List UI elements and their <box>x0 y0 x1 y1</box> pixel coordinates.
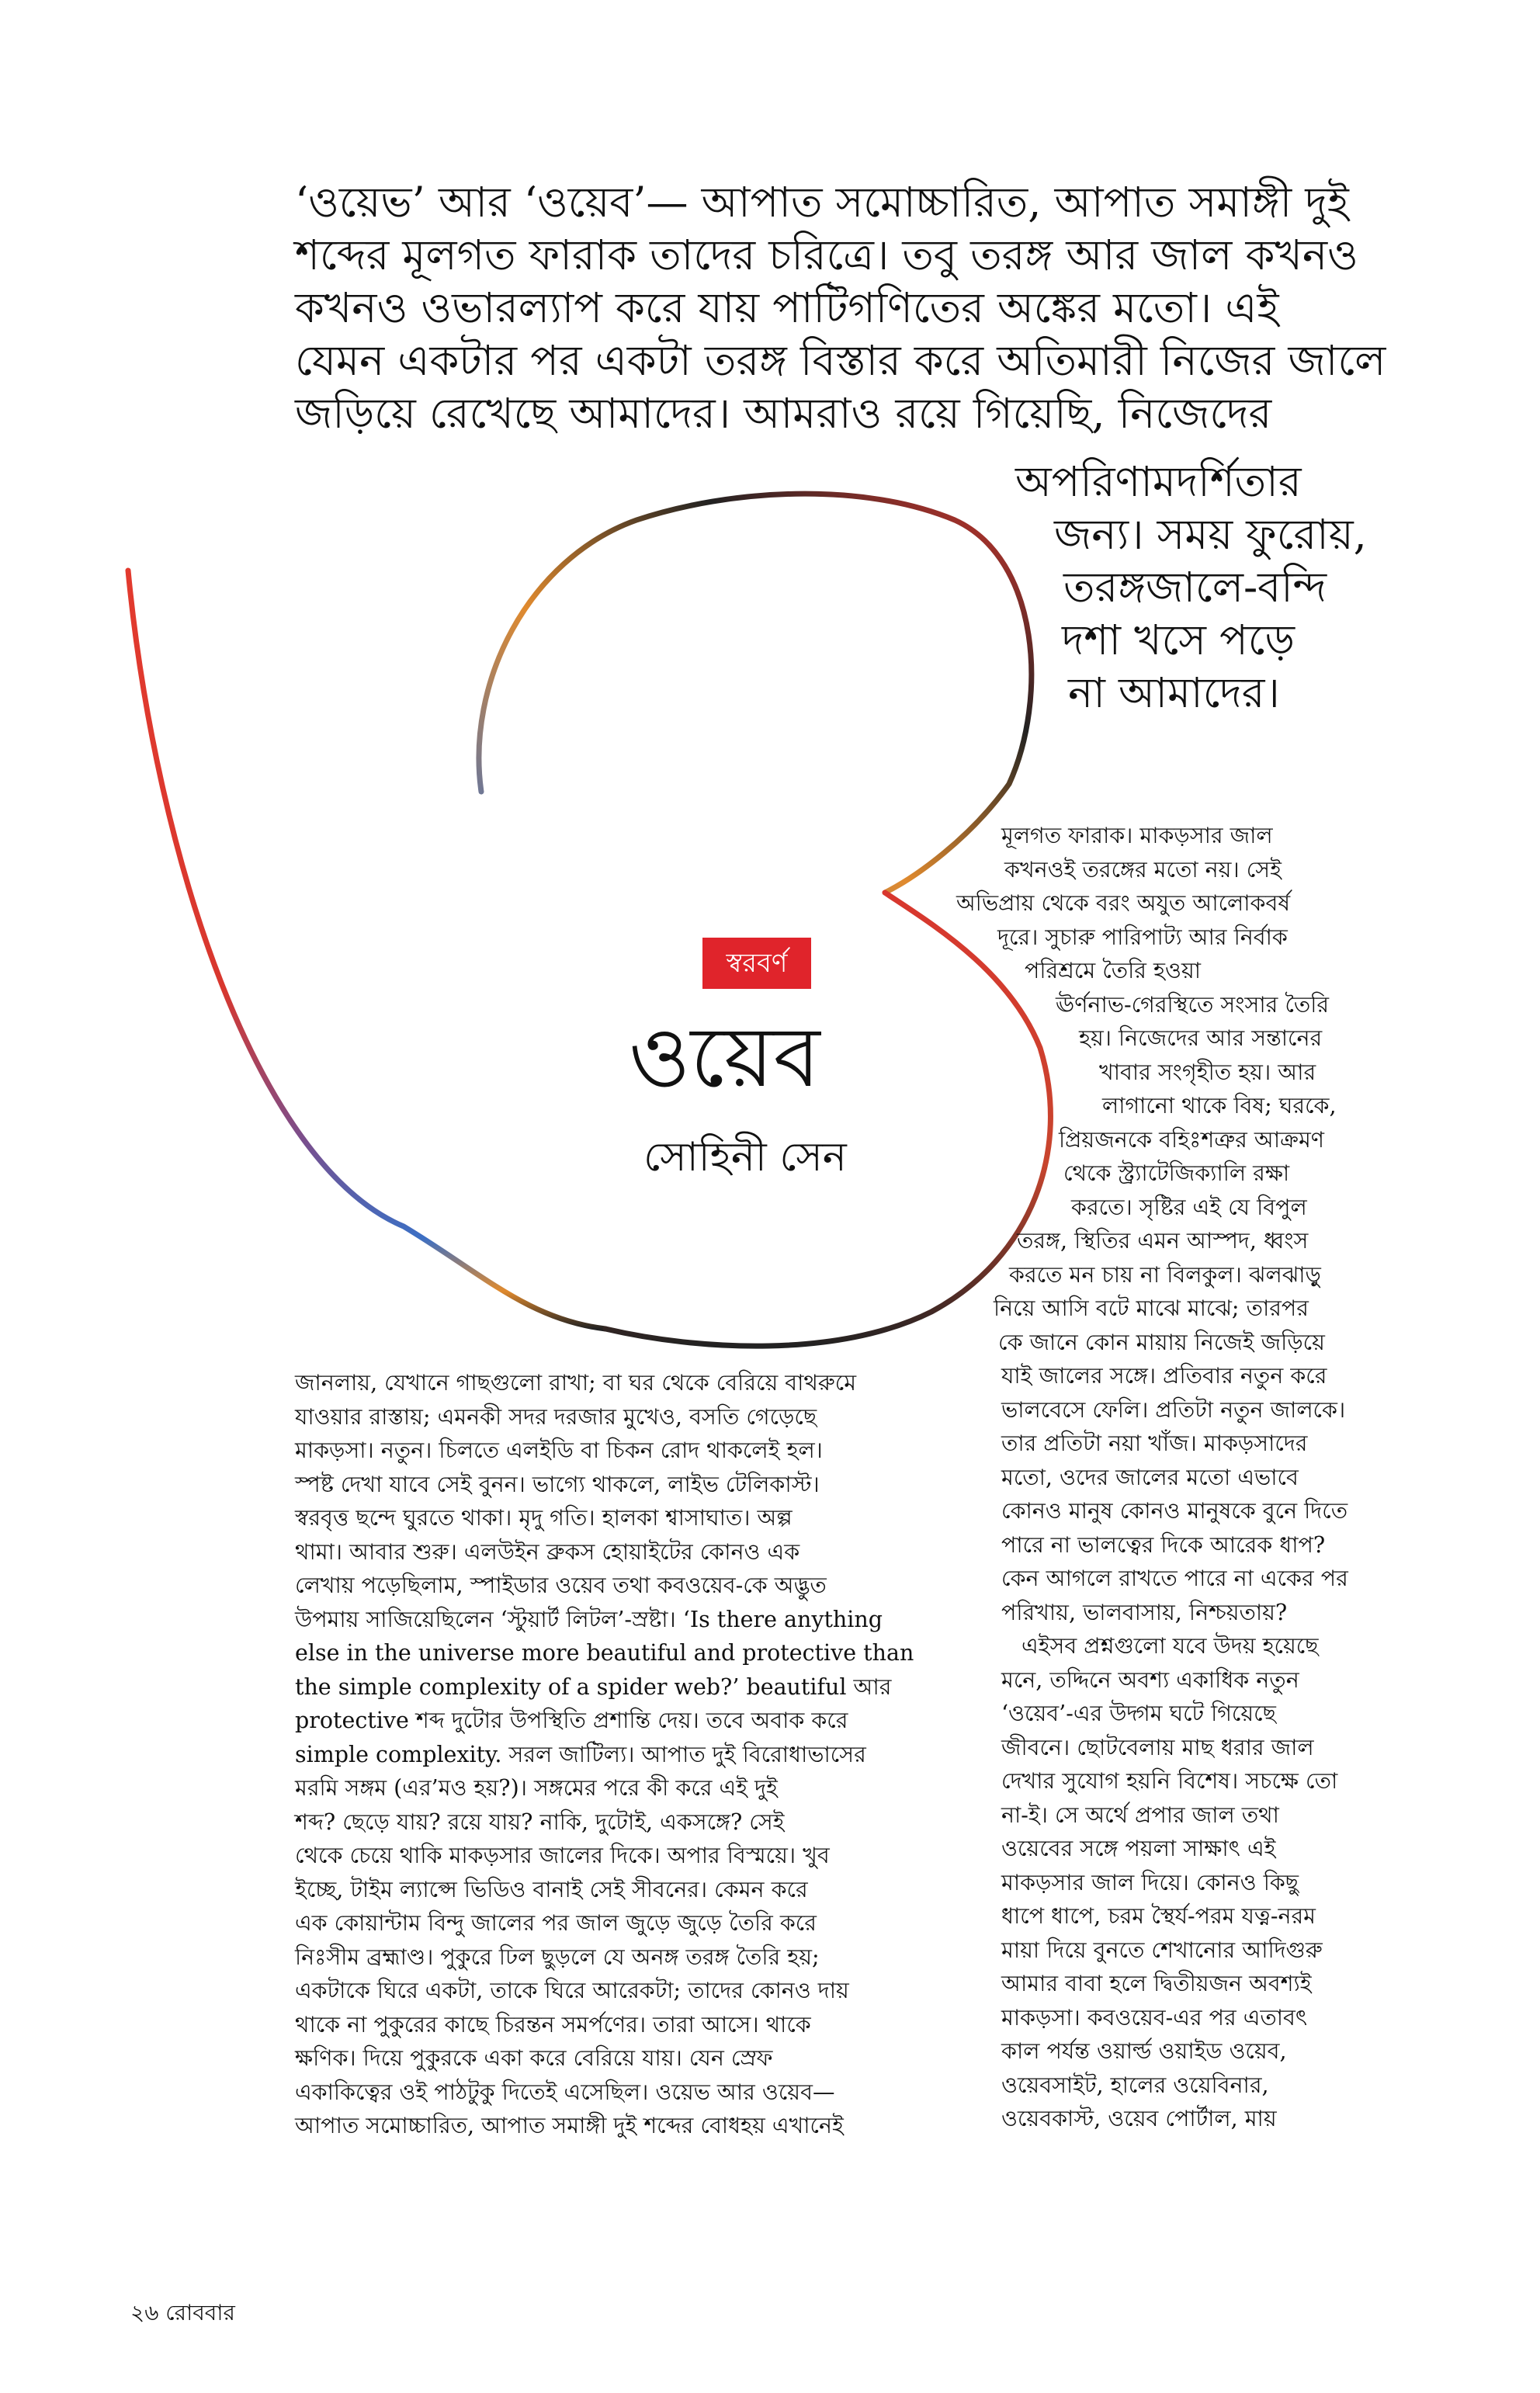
body-column-left <box>295 1366 978 2143</box>
body-line: কোনও মানুষ কোনও মানুষকে বুনে দিতে <box>1001 1498 1348 1524</box>
body-line: তরঙ্গ, স্থিতির এমন আস্পদ, ধ্বংস <box>1017 1228 1309 1254</box>
intro-line: না আমাদের। <box>1068 668 1280 717</box>
body-line: ধাপে ধাপে, চরম স্থৈর্য-পরম যত্ন-নরম <box>1001 1903 1316 1929</box>
curve-bottom-loop <box>605 893 1050 1346</box>
body-line: শব্দ? ছেড়ে যায়? রয়ে যায়? নাকি, দুটোই, একসঙ্গে? সেই <box>295 1809 785 1835</box>
body-line: ক্ষণিক। দিয়ে পুকুরকে একা করে বেরিয়ে যায়। যেন স্রেফ <box>295 2045 773 2071</box>
body-line: কেন আগলে রাখতে পারে না একের পর <box>1001 1566 1348 1591</box>
body-line: আপাত সমোচ্চারিত, আপাত সমাঙ্গী দুই শব্দের বোধহয় এখানেই <box>295 2113 844 2138</box>
body-line: উপমায় সাজিয়েছিলেন ‘স্টুয়ার্ট লিটল’-স্রষ্টা। ‘Is there anything <box>295 1606 883 1632</box>
body-line: থাকে না পুকুরের কাছে চিরন্তন সমর্পণের। তারা আসে। থাকে <box>295 2011 811 2038</box>
body-line: না-ই। সে অর্থে প্রপার জাল তথা <box>1001 1802 1279 1828</box>
body-line: লাগানো থাকে বিষ; ঘরকে, <box>1102 1093 1337 1118</box>
body-line: মূলগত ফারাক। মাকড়সার জাল <box>1001 823 1273 848</box>
body-line: the simple complexity of a spider web?’ beautiful আর <box>295 1673 892 1700</box>
body-line: পরিখায়, ভালবাসায়, নিশ্চয়তায়? <box>1001 1599 1288 1625</box>
body-line: খাবার সংগৃহীত হয়। আর <box>1099 1059 1316 1085</box>
intro-line: ‘ওয়েভ’ আর ‘ওয়েব’— আপাত সমোচ্চারিত, আপাত সমাঙ্গী দুই <box>295 178 1349 227</box>
author-byline: সোহিনী সেন <box>643 1134 847 1181</box>
body-line: স্পষ্ট দেখা যাবে সেই বুনন। ভাগ্যে থাকলে, লাইভ টেলিকাস্ট। <box>295 1471 820 1497</box>
body-line: নিঃসীম ব্রহ্মাণ্ড। পুকুরে ঢিল ছুড়লে যে অনঙ্গ তরঙ্গ তৈরি হয়; <box>295 1944 820 1970</box>
body-line: প্রিয়জনকে বহিঃশত্রুর আক্রমণ <box>1059 1126 1324 1153</box>
body-line: simple complexity. সরল জাটিল্য। আপাত দুই বিরোধাভাসের <box>295 1741 866 1767</box>
body-line: এইসব প্রশ্নগুলো যবে উদয় হয়েছে <box>1021 1633 1319 1659</box>
body-line: থামা। আবার শুরু। এলউইন ব্রুকস হোয়াইটের কোনও এক <box>295 1538 800 1565</box>
body-line: কাল পর্যন্ত ওয়ার্ল্ড ওয়াইড ওয়েব, <box>1001 2038 1287 2064</box>
intro-line: দশা খসে পড়ে <box>1062 616 1295 664</box>
body-line: হয়। নিজেদের আর সন্তানের <box>1079 1025 1323 1051</box>
body-line: একটাকে ঘিরে একটা, তাকে ঘিরে আরেকটা; তাদের কোনও দায় <box>295 1978 849 2003</box>
body-line: আমার বাবা হলে দ্বিতীয়জন অবশ্যই <box>1001 1971 1312 1996</box>
body-line: মতো, ওদের জালের মতো এভাবে <box>1001 1464 1299 1490</box>
intro-line: জড়িয়ে রেখেছে আমাদের। আমরাও রয়ে গিয়েছি, নিজেদের <box>295 389 1272 438</box>
intro-line: তরঙ্গজালে-বন্দি <box>1063 563 1327 612</box>
body-line: মাকড়সার জাল দিয়ে। কোনও কিছু <box>1001 1869 1299 1895</box>
body-line: মায়া দিয়ে বুনতে শেখানোর আদিগুরু <box>1001 1937 1323 1963</box>
body-line: এক কোয়ান্টাম বিন্দু জালের পর জাল জুড়ে জুড়ে তৈরি করে <box>295 1910 817 1936</box>
intro-line: শব্দের মূলগত ফারাক তাদের চরিত্রে। তবু তরঙ্গ আর জাল কখনও <box>295 231 1358 279</box>
body-line: জীবনে। ছোটবেলায় মাছ ধরার জাল <box>1001 1734 1314 1760</box>
body-line: else in the universe more beautiful and protective than <box>295 1640 914 1666</box>
body-line: protective শব্দ দুটোর উপস্থিতি প্রশান্তি দেয়। তবে অবাক করে <box>295 1708 848 1733</box>
body-line: একাকিত্বের ওই পাঠটুকু দিতেই এসেছিল। ওয়েভ আর ওয়েব— <box>295 2079 835 2105</box>
body-line: তার প্রতিটা নয়া খাঁজ। মাকড়সাদের <box>1001 1431 1308 1456</box>
intro-line: জন্য। সময় ফুরোয়, <box>1054 510 1367 559</box>
body-line: অভিপ্রায় থেকে বরং অযুত আলোকবর্ষ <box>956 890 1291 916</box>
body-line: যাই জালের সঙ্গে। প্রতিবার নতুন করে <box>1001 1363 1327 1389</box>
body-line: পরিশ্রমে তৈরি হওয়া <box>1025 958 1202 983</box>
intro-line: অপরিণামদর্শিতার <box>1015 457 1302 506</box>
body-line: ওয়েবের সঙ্গে পয়লা সাক্ষাৎ এই <box>1001 1836 1276 1861</box>
body-line: দেখার সুযোগ হয়নি বিশেষ। সচক্ষে তো <box>1001 1768 1338 1794</box>
body-line: ‘ওয়েব’-এর উদ্গম ঘটে গিয়েছে <box>1001 1701 1276 1726</box>
body-line: কখনওই তরঙ্গের মতো নয়। সেই <box>1004 856 1282 883</box>
body-line: ওয়েবসাইট, হালের ওয়েবিনার, <box>1001 2072 1269 2098</box>
body-line: থেকে চেয়ে থাকি মাকড়সার জালের দিকে। অপার বিস্ময়ে। খুব <box>295 1843 830 1868</box>
curve-top-loop <box>479 494 1032 893</box>
body-line: লেখায় পড়েছিলাম, স্পাইডার ওয়েব তথা কবওয়েব-কে অদ্ভুত <box>295 1573 827 1598</box>
body-line: মরমি সঙ্গম (এর’মও হয়?)। সঙ্গমের পরে কী করে এই দুই <box>295 1775 778 1801</box>
body-line: ঊর্ণনাভ-গেরস্থিতে সংসার তৈরি <box>1056 991 1330 1018</box>
article-title: ওয়েব <box>629 1009 820 1106</box>
body-line: থেকে স্ট্র্যাটেজিক্যালি রক্ষা <box>1063 1160 1290 1186</box>
body-line: মনে, তদ্দিনে অবশ্য একাধিক নতুন <box>1001 1666 1299 1693</box>
body-line: ওয়েবকাস্ট, ওয়েব পোর্টাল, মায় <box>1001 2106 1277 2131</box>
body-line: যাওয়ার রাস্তায়; এমনকী সদর দরজার মুখেও, বসতি গেড়েছে <box>295 1403 817 1430</box>
body-line: দূরে। সুচারু পারিপাট্য আর নির্বাক <box>997 924 1288 950</box>
body-line: নিয়ে আসি বটে মাঝে মাঝে; তারপর <box>994 1295 1309 1321</box>
body-line: মাকড়সা। কবওয়েব-এর পর এতাবৎ <box>1001 2004 1308 2031</box>
body-line: পারে না ভালত্বের দিকে আরেক ধাপ? <box>1001 1531 1326 1558</box>
page-folio: ২৬ রোববার <box>130 2300 235 2325</box>
body-line: স্বরবৃত্ত ছন্দে ঘুরতে থাকা। মৃদু গতি। হালকা শ্বাসাঘাত। অল্প <box>295 1505 793 1531</box>
section-tag: স্বরবর্ণ <box>702 938 811 989</box>
body-line: ইচ্ছে, টাইম ল্যাপ্সে ভিডিও বানাই সেই সীবনের। কেমন করে <box>295 1876 808 1902</box>
body-line: কে জানে কোন মায়ায় নিজেই জড়িয়ে <box>998 1329 1325 1355</box>
curve-left-arc <box>128 571 605 1329</box>
body-line: জানলায়, যেখানে গাছগুলো রাখা; বা ঘর থেকে বেরিয়ে বাথরুমে <box>295 1370 857 1396</box>
body-line: মাকড়সা। নতুন। চিলতে এলইডি বা চিকন রোদ থাকলেই হল। <box>295 1438 823 1463</box>
body-line: ভালবেসে ফেলি। প্রতিটা নতুন জালকে। <box>1001 1396 1346 1423</box>
intro-line: যেমন একটার পর একটা তরঙ্গ বিস্তার করে অতিমারী নিজের জালে <box>295 336 1386 385</box>
body-line: করতে। সৃষ্টির এই যে বিপুল <box>1071 1194 1307 1220</box>
intro-line: কখনও ওভারল্যাপ করে যায় পাটিগণিতের অঙ্কের মতো। এই <box>295 283 1279 332</box>
body-line: করতে মন চায় না বিলকুল। ঝলঝাড়ু <box>1009 1261 1321 1288</box>
